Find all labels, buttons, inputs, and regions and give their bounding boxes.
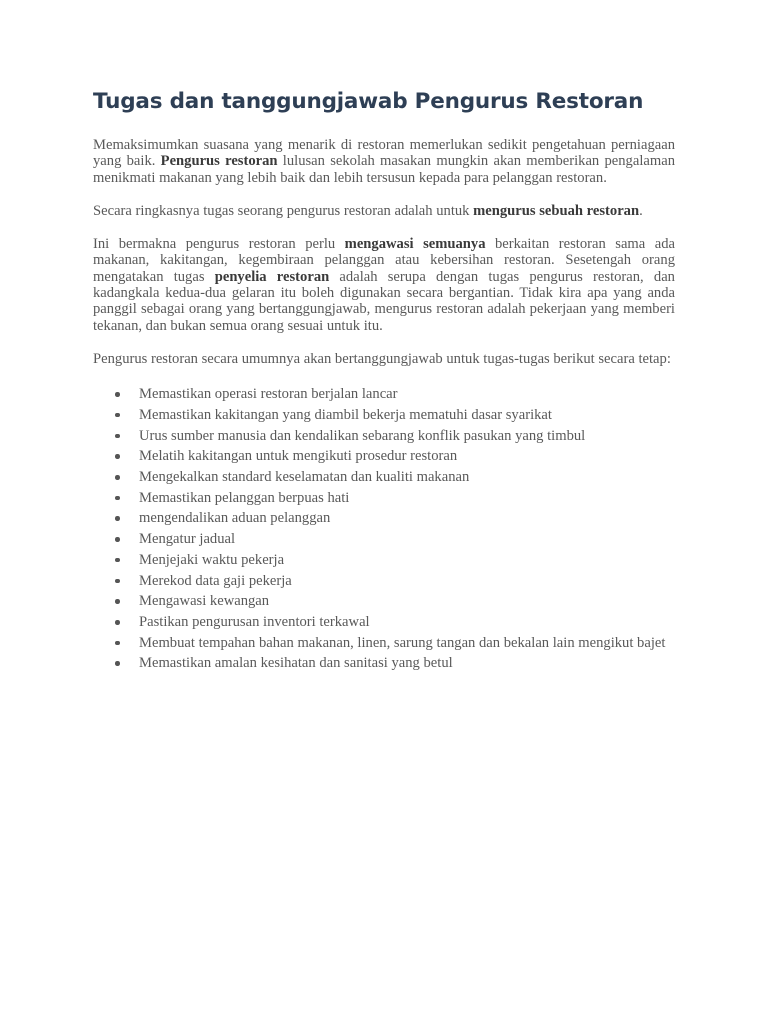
list-item bbox=[93, 446, 675, 467]
meaning-text-2: berkaitan restoran sama ada makanan, kakitangan, kegembiraan pelanggan atau kebersihan restoran. Sesetengah orang mengatakan tugas bbox=[93, 236, 675, 285]
document-page bbox=[93, 87, 675, 674]
bullet-icon bbox=[115, 516, 120, 521]
intro-bold-1: Pengurus restoran bbox=[160, 153, 278, 170]
bullet-icon bbox=[115, 392, 120, 397]
meaning-bold-2: penyelia restoran bbox=[214, 268, 330, 285]
list-item bbox=[93, 529, 675, 550]
list-item-text: Pastikan pengurusan inventori terkawal bbox=[139, 614, 370, 630]
list-item bbox=[93, 612, 675, 633]
list-item bbox=[93, 653, 675, 674]
intro-paragraph bbox=[93, 137, 675, 186]
meaning-text-1: Ini bermakna pengurus restoran perlu bbox=[93, 236, 345, 253]
summary-paragraph bbox=[93, 203, 675, 219]
list-item bbox=[93, 508, 675, 529]
bullet-icon bbox=[115, 558, 120, 563]
duties-intro-paragraph: Pengurus restoran secara umumnya akan bertanggungjawab untuk tugas-tugas berikut secara tetap: bbox=[93, 350, 671, 367]
bullet-icon bbox=[115, 661, 120, 666]
summary-bold-1: mengurus sebuah restoran bbox=[473, 202, 640, 219]
intro-text-2: lulusan sekolah masakan mungkin akan memberikan pengalaman menikmati makanan yang lebih baik dan lebih tersusun kepada para pelanggan restoran. bbox=[93, 153, 675, 186]
bullet-icon bbox=[115, 599, 120, 604]
list-item bbox=[93, 426, 675, 447]
bullet-icon bbox=[115, 537, 120, 542]
list-item bbox=[93, 405, 675, 426]
meaning-text-3: adalah serupa dengan tugas pengurus restoran, dan kadangkala kedua-dua gelaran itu boleh digunakan secara bergantian. Tidak kira apa yang anda panggil sebagai orang yang bertanggungjawab, mengurus restoran adalah pekerjaan yang memberi tekanan, dan bukan semua orang sesuai untuk itu. bbox=[93, 268, 675, 334]
bullet-icon bbox=[115, 496, 120, 501]
list-item-text: Mengekalkan standard keselamatan dan kualiti makanan bbox=[139, 469, 470, 486]
meaning-paragraph bbox=[93, 236, 675, 334]
list-item bbox=[93, 467, 675, 488]
list-item-text: Menjejaki waktu pekerja bbox=[139, 551, 285, 568]
list-item-text: Urus sumber manusia dan kendalikan sebarang konflik pasukan yang timbul bbox=[139, 427, 586, 444]
bullet-icon bbox=[115, 579, 120, 584]
summary-text-1: Secara ringkasnya tugas seorang pengurus restoran adalah untuk bbox=[93, 202, 474, 219]
meaning-bold-1: mengawasi semuanya bbox=[344, 236, 486, 253]
duties-list bbox=[93, 384, 675, 674]
list-item bbox=[93, 571, 675, 592]
list-item bbox=[93, 633, 675, 654]
list-item-text: Merekod data gaji pekerja bbox=[139, 572, 292, 589]
summary-text-2: . bbox=[639, 202, 643, 219]
list-item bbox=[93, 488, 675, 509]
list-item-text: Mengatur jadual bbox=[139, 531, 236, 548]
bullet-icon bbox=[115, 475, 120, 480]
list-item-text: Memastikan pelanggan berpuas hati bbox=[139, 489, 350, 506]
list-item-text: mengendalikan aduan pelanggan bbox=[139, 510, 331, 527]
list-item-text: Memastikan kakitangan yang diambil bekerja mematuhi dasar syarikat bbox=[139, 406, 552, 423]
page-title: Tugas dan tanggungjawab Pengurus Restoran bbox=[93, 89, 644, 114]
list-item-text: Membuat tempahan bahan makanan, linen, sarung tangan dan bekalan lain mengikut bajet bbox=[139, 634, 666, 651]
bullet-icon bbox=[115, 413, 120, 418]
list-item-text: Memastikan amalan kesihatan dan sanitasi yang betul bbox=[139, 655, 453, 672]
intro-text-1: Memaksimumkan suasana yang menarik di restoran memerlukan sedikit pengetahuan perniagaan yang baik. bbox=[93, 137, 675, 170]
list-item bbox=[93, 384, 675, 405]
bullet-icon bbox=[115, 454, 120, 459]
bullet-icon bbox=[115, 641, 120, 646]
list-item bbox=[93, 550, 675, 571]
list-item bbox=[93, 591, 675, 612]
list-item-text: Melatih kakitangan untuk mengikuti prosedur restoran bbox=[139, 448, 458, 465]
bullet-icon bbox=[115, 620, 120, 625]
list-item-text: Memastikan operasi restoran berjalan lancar bbox=[139, 386, 398, 403]
bullet-icon bbox=[115, 434, 120, 439]
list-item-text: Mengawasi kewangan bbox=[139, 593, 270, 610]
